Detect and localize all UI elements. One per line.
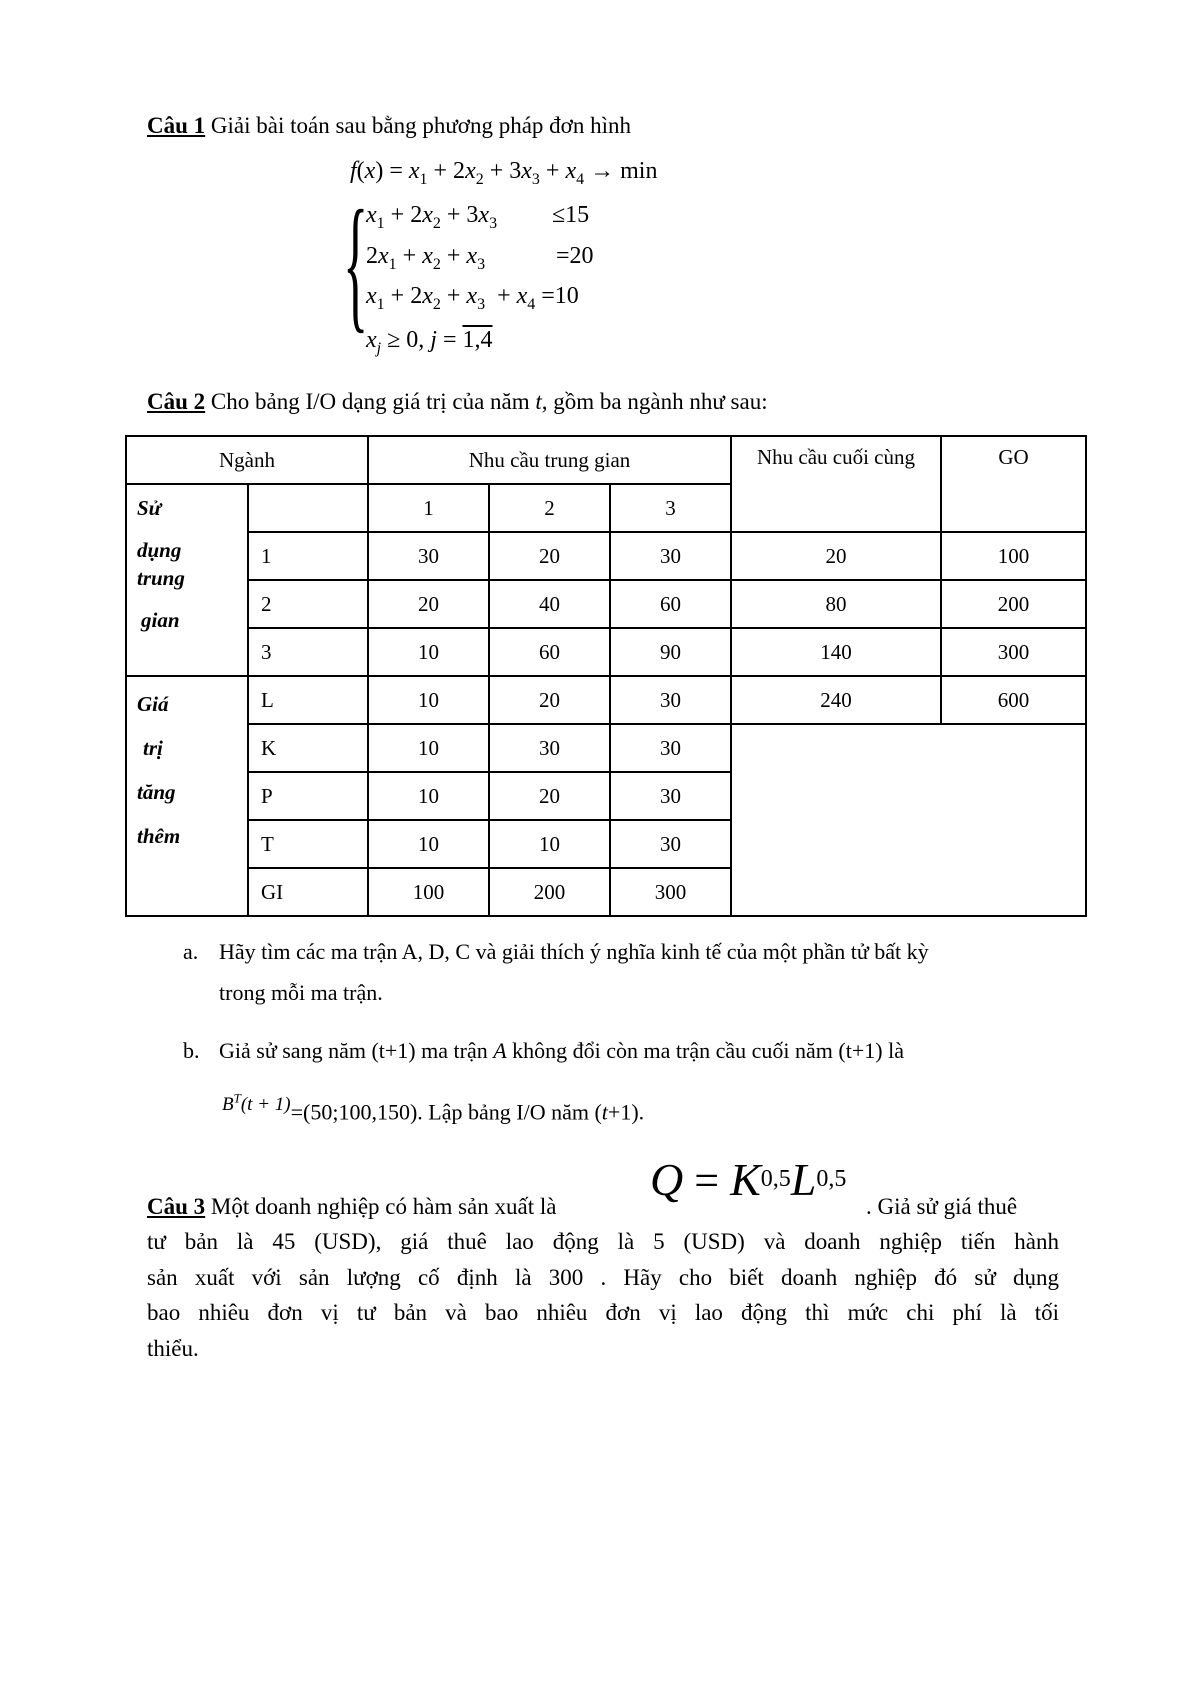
q3-line3: sản xuất với sản lượng cố định là 300 . Hãy cho biết doanh nghiệp đó sử dụng xyxy=(147,1265,1059,1290)
q3-line4: bao nhiêu đơn vị tư bản và bao nhiêu đơn vị lao động thì mức chi phí là tối xyxy=(147,1300,1059,1325)
table-row: T 10 10 30 xyxy=(126,820,1086,868)
group1-labels: Sử dụng trung gian xyxy=(137,496,185,632)
table-row: P 10 20 30 xyxy=(126,772,1086,820)
production-function: $Q = K^{0,5}L^{0,5}$ xyxy=(650,1154,847,1205)
q2-heading: Câu 2 Cho bảng I/O dạng giá trị của năm t, gồm ba ngành như sau: xyxy=(147,389,768,414)
objective-function: $f(x) = x_1 + 2x_2 + 3x_3 + x_4 \to \min$ xyxy=(350,158,658,188)
header-nganh: Ngành xyxy=(126,436,368,484)
blank-region xyxy=(731,724,1086,916)
table-row: L 10 20 30 240 600 xyxy=(126,676,1086,724)
constraint-4: $x_j \ge 0$, j = 1,4 xyxy=(366,327,493,357)
header-go: GO xyxy=(941,436,1086,532)
group2-labels: Giá trị tăng thêm xyxy=(137,692,181,848)
table-row: GI 100 200 300 xyxy=(126,868,1086,916)
item-a-line2: trong mỗi ma trận. xyxy=(219,980,383,1005)
io-table xyxy=(125,435,1087,917)
constraint-3: $x_1 + 2x_2 + x_3 + x_4 =10$ xyxy=(366,283,579,313)
q3-line2: tư bản là 45 (USD), giá thuê lao động là 5 (USD) và doanh nghiệp tiến hành xyxy=(147,1229,1059,1254)
item-b-marker: b. xyxy=(183,1038,200,1063)
constraint-2: $2x_1 + x_2 + x_3$ =20 xyxy=(366,243,594,273)
col-header: 1 xyxy=(368,484,489,532)
empty-cell xyxy=(248,484,368,532)
item-b-line1: Giả sử sang năm (t+1) ma trận A không đổi còn ma trận cầu cuối năm (t+1) là xyxy=(219,1038,904,1063)
q1-label: Câu 1 xyxy=(147,113,206,138)
q3-label: Câu 3 xyxy=(147,1194,206,1219)
constraint-1: $x_1 + 2x_2 + 3x_3$ ≤15 xyxy=(366,202,590,232)
header-intermediate-demand: Nhu cầu trung gian xyxy=(368,436,731,484)
col-header: 2 xyxy=(489,484,610,532)
table-row: 2 20 40 60 80 200 xyxy=(126,580,1086,628)
system-brace: { xyxy=(343,180,369,346)
q2-label: Câu 2 xyxy=(147,389,206,414)
q1-text: Giải bài toán sau bằng phương pháp đơn hình xyxy=(205,113,631,138)
q3-line1-end: . Giả sử giá thuê xyxy=(866,1194,1018,1219)
item-a-marker: a. xyxy=(183,939,199,964)
col-header: 3 xyxy=(610,484,731,532)
q3-line5: thiểu. xyxy=(147,1336,199,1361)
item-a-line1: Hãy tìm các ma trận A, D, C và giải thích ý nghĩa kinh tế của một phần tử bất kỳ xyxy=(219,939,929,964)
q1-heading xyxy=(147,113,631,139)
item-b-line2: $B^T(t$ + 1)=(50;100,150). Lập bảng I/O năm (t+1). xyxy=(222,1091,645,1125)
header-final-demand: Nhu cầu cuối cùng xyxy=(731,436,941,532)
q3-line1-start: Câu 3 Một doanh nghiệp có hàm sản xuất là xyxy=(147,1194,557,1219)
table-row: K 10 30 30 xyxy=(126,724,1086,772)
table-row: 3 10 60 90 140 300 xyxy=(126,628,1086,676)
table-row: 1 30 20 30 20 100 xyxy=(126,532,1086,580)
